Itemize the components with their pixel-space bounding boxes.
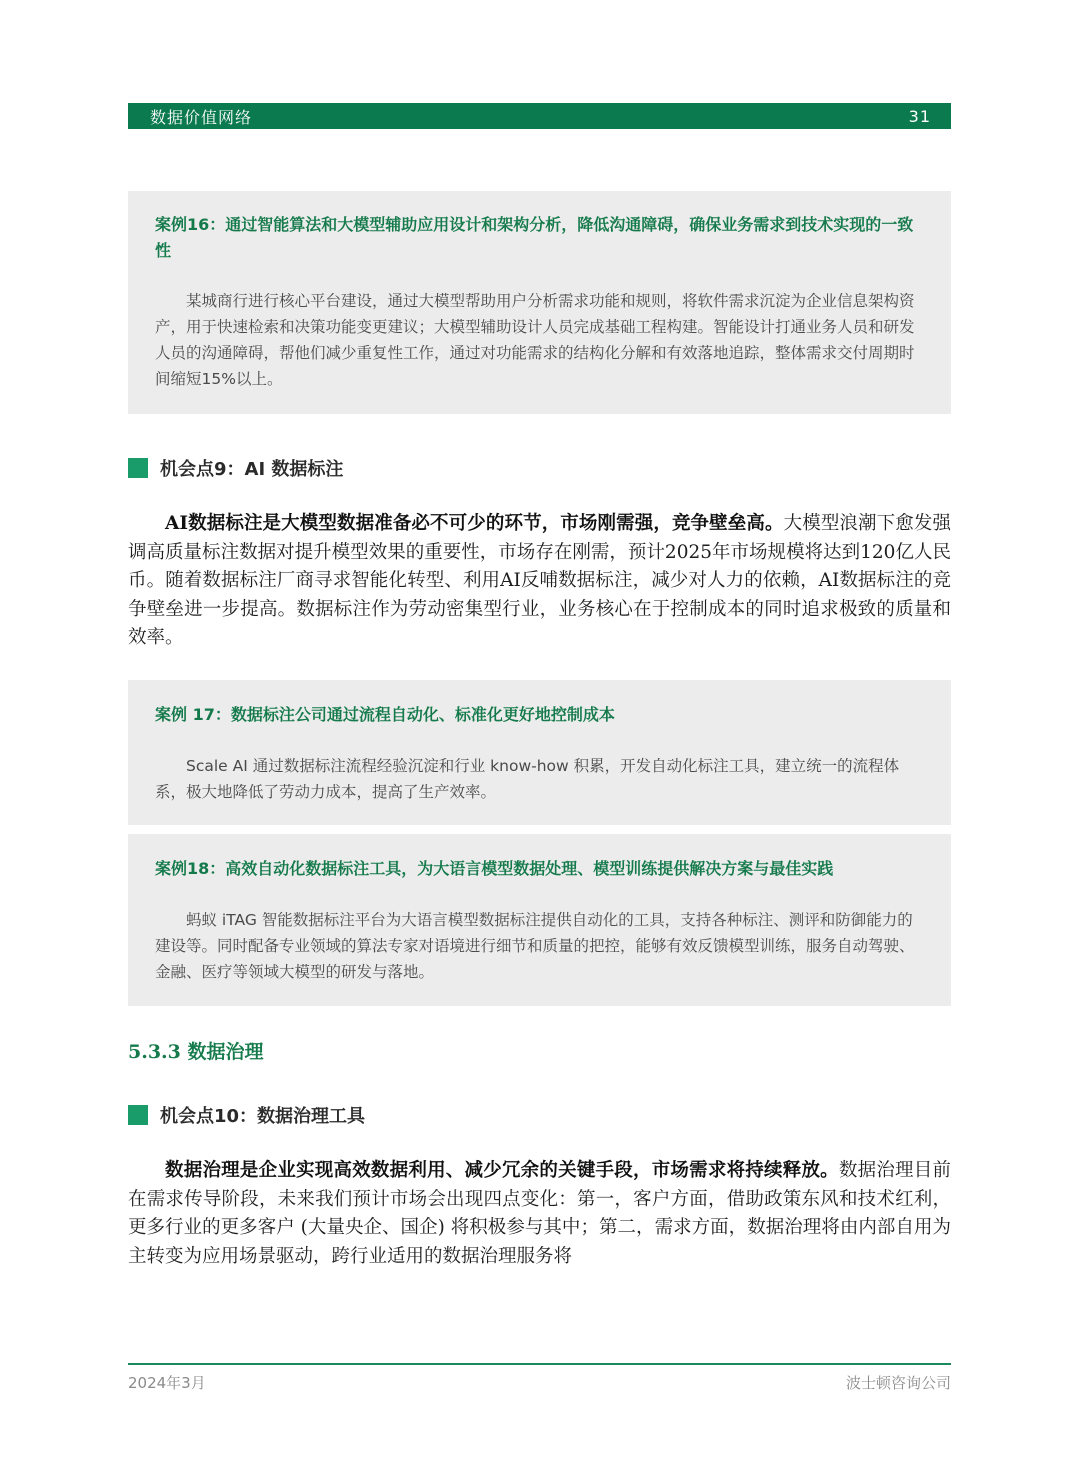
footer-company: 波士顿咨询公司	[845, 1374, 951, 1392]
opportunity-9-text: 大模型浪潮下愈发强调高质量标注数据对提升模型效果的重要性，市场存在刚需，预计2025年市场规模将达到120亿人民币。随着数据标注厂商寻求智能化转型、利用AI反哺数据标注，减少对人力的依赖，AI数据标注的竞争壁垒进一步提高。数据标注作为劳动密集型行业，业务核心在于控制成本的同时追求极致的质量和效率。	[128, 513, 951, 648]
opportunity-10-title: 机会点10：数据治理工具	[160, 1106, 366, 1127]
case-17-box	[128, 680, 951, 825]
case-16-body: 某城商行进行核心平台建设，通过大模型帮助用户分析需求功能和规则，将软件需求沉淀为企业信息架构资产，用于快速检索和决策功能变更建议；大模型辅助设计人员完成基础工程构建。智能设计打通业务人员和研发人员的沟通障碍，帮他们减少重复性工作，通过对功能需求的结构化分解和有效落地追踪，整体需求交付周期时间缩短15%以上。	[155, 292, 915, 388]
case-16-box	[128, 191, 951, 414]
case-17-body: Scale AI 通过数据标注流程经验沉淀和行业 know-how 积累，开发自动化标注工具，建立统一的流程体系，极大地降低了劳动力成本，提高了生产效率。	[155, 757, 900, 801]
section-title: 5.3.3 数据治理	[128, 1041, 264, 1063]
opportunity-10-lead: 数据治理是企业实现高效数据利用、减少冗余的关键手段，市场需求将持续释放。	[165, 1160, 839, 1181]
case-16-title: 案例16：通过智能算法和大模型辅助应用设计和架构分析，降低沟通障碍，确保业务需求到技术实现的一致性	[155, 215, 914, 260]
opportunity-10-paragraph	[128, 1157, 951, 1271]
opportunity-9-title: 机会点9：AI 数据标注	[160, 459, 344, 480]
header-title: 数据价值网络	[150, 107, 253, 127]
case-18-box	[128, 834, 951, 1006]
opportunity-10-heading	[128, 1104, 365, 1126]
footer-divider	[128, 1363, 951, 1365]
case-18-body: 蚂蚁 iTAG 智能数据标注平台为大语言模型数据标注提供自动化的工具，支持各种标注、测评和防御能力的建设等。同时配备专业领域的算法专家对语境进行细节和质量的把控，能够有效反馈模型训练，服务自动驾驶、金融、医疗等领域大模型的研发与落地。	[155, 911, 915, 981]
case-18-title: 案例18：高效自动化数据标注工具，为大语言模型数据处理、模型训练提供解决方案与最佳实践	[155, 859, 834, 878]
opportunity-10-text: 数据治理目前在需求传导阶段，未来我们预计市场会出现四点变化：第一，客户方面，借助政策东风和技术红利，更多行业的更多客户 (大量央企、国企) 将积极参与其中；第二，需求方面，数据治理将由内部自用为主转变为应用场景驱动，跨行业适用的数据治理服务将	[128, 1160, 951, 1267]
opportunity-9-paragraph	[128, 510, 951, 653]
footer-date: 2024年3月	[128, 1374, 206, 1392]
page-header	[128, 103, 951, 129]
heading-marker-icon	[128, 1105, 148, 1125]
heading-marker-icon	[128, 458, 148, 478]
page-number: 31	[908, 106, 931, 126]
case-17-title: 案例 17：数据标注公司通过流程自动化、标准化更好地控制成本	[155, 705, 615, 724]
opportunity-9-lead: AI数据标注是大模型数据准备必不可少的环节，市场刚需强，竞争壁垒高。	[165, 513, 784, 534]
opportunity-9-heading	[128, 457, 343, 479]
